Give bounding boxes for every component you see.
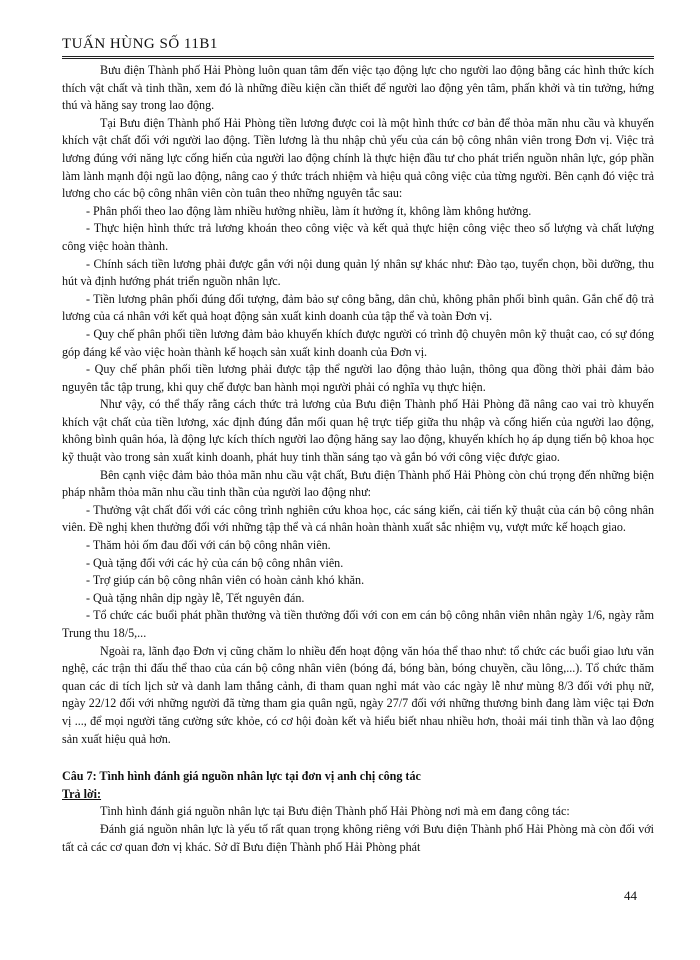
paragraph: Tại Bưu điện Thành phố Hải Phòng tiền lương được coi là một hình thức cơ bản để thỏa mãn nhu cầu và khuyến khích vật chất đối với người lao động. Tiền lương là thu nhập chủ yếu của cán bộ công nhân viên trong Đơn vị. Việc trả lương đúng với năng lực cống hiến của người lao động chính là thực hiện đầu tư cho phát triển nguồn nhân lực, góp phần làm lành mạnh đội ngũ lao động, nâng cao ý thức trách nhiệm và hiệu quả công việc của từng người. Bên cạnh đó việc trả lương cho các bộ công nhân viên còn tuân theo những nguyên tắc sau: (62, 115, 654, 201)
list-item: - Quy chế phân phối tiền lương phải được tập thể người lao động thảo luận, thông qua đồng thời phải đảm bảo nguyên tắc tập trung, khi quy chế được ban hành mọi người phải có nghĩa vụ thực hiện. (62, 362, 654, 394)
document-body (62, 62, 654, 856)
list-item: - Quà tặng đối với các hỷ của cán bộ công nhân viên. (86, 555, 344, 570)
paragraph: Tình hình đánh giá nguồn nhân lực tại Bưu điện Thành phố Hải Phòng nơi mà em đang công tác: (100, 804, 570, 819)
paragraph: Đánh giá nguồn nhân lực là yếu tố rất quan trọng không riêng với Bưu điện Thành phố Hải Phòng mà còn đối với tất cả các cơ quan đơn vị khác. Sở dĩ Bưu điện Thành phố Hải Phòng phát (62, 821, 654, 854)
paragraph: Bưu điện Thành phố Hải Phòng luôn quan tâm đến việc tạo động lực cho người lao động bằng các hình thức kích thích vật chất và tinh thần, xem đó là những điều kiện cần thiết để người lao động yên tâm, phấn khởi và tin tưởng, hứng thú và hăng say trong lao động. (62, 63, 654, 113)
answer-label: Trả lời: (62, 786, 102, 801)
page-header: TUẤN HÙNG SỐ 11B1 (62, 36, 654, 59)
list-item: - Thực hiện hình thức trả lương khoán theo công việc và kết quả thực hiện công việc theo số lượng và chất lượng công việc hoàn thành. (62, 221, 654, 253)
list-item: - Tổ chức các buổi phát phần thưởng và tiền thưởng đối với con em cán bộ công nhân viên nhân ngày 1/6, ngày rằm Trung thu 18/5,... (62, 608, 654, 640)
paragraph: Như vậy, có thể thấy rằng cách thức trả lương của Bưu điện Thành phố Hải Phòng đã nâng cao vai trò khuyến khích vật chất của tiền lương, xác định đúng đắn mối quan hệ trực tiếp giữa thu nhập và cống hiến của người lao động, không bình quân hóa, là động lực kích thích người lao động hăng say lao động, khuyến khích họ áp dụng tiến bộ khoa học kỹ thuật vào trong sản xuất kinh doanh, phát huy tinh thần sáng tạo và gắn bó với công việc được giao. (62, 397, 654, 465)
paragraph: Ngoài ra, lãnh đạo Đơn vị cũng chăm lo nhiều đến hoạt động văn hóa thể thao như: tổ chức các buổi giao lưu văn nghệ, các trận thi đấu thể thao của cán bộ công nhân viên (bóng đá, bóng bàn, bóng chuyền, cầu lông,...). Tổ chức thăm quan các di tích lịch sử và danh lam thắng cảnh, đi tham quan nghỉ mát vào các ngày lễ như mùng 8/3 đối với phụ nữ, ngày 22/12 đối với những người đã từng tham gia quân ngũ, ngày 27/7 đối với những thương binh đang làm việc tại Đơn vị ..., để mọi người tăng cường sức khỏe, có cơ hội đoàn kết và hiểu biết nhau nhiều hơn, thoải mái tinh thần và lao động sản xuất hiệu quả hơn. (62, 643, 654, 746)
list-item: - Phân phối theo lao động làm nhiều hưởng nhiều, làm ít hưởng ít, không làm không hưởng. (86, 203, 532, 218)
list-item: - Trợ giúp cán bộ công nhân viên có hoàn cảnh khó khăn. (86, 573, 365, 588)
list-item: - Chính sách tiền lương phải được gắn với nội dung quản lý nhân sự khác như: Đào tạo, tuyển chọn, bồi dưỡng, thu hút và định hướng phát triển nguồn nhân lực. (62, 256, 654, 289)
list-item: - Thưởng vật chất đối với các công trình nghiên cứu khoa học, các sáng kiến, cải tiến kỹ thuật của cán bộ công nhân viên. Đề nghị khen thưởng đối với những tập thể và cá nhân hoàn thành xuất sắc nhiệm vụ, vượt mức kế hoạch giao. (62, 502, 654, 535)
list-item: - Quy chế phân phối tiền lương đảm bảo khuyến khích được người có trình độ chuyên môn kỹ thuật cao, có sự đóng góp đáng kể vào việc hoàn thành kế hoạch sản xuất kinh doanh của Đơn vị. (62, 326, 654, 359)
page-number: 44 (624, 888, 637, 903)
list-item: - Quà tặng nhân dịp ngày lễ, Tết nguyên đán. (86, 590, 305, 605)
paragraph: Bên cạnh việc đảm bảo thỏa mãn nhu cầu vật chất, Bưu điện Thành phố Hải Phòng còn chú trọng đến những biện pháp nhằm thỏa mãn nhu cầu tinh thần của người lao động như: (62, 467, 654, 500)
question-heading: Câu 7: Tình hình đánh giá nguồn nhân lực tại đơn vị anh chị công tác (62, 769, 421, 784)
list-item: - Thăm hỏi ốm đau đối với cán bộ công nhân viên. (86, 538, 331, 553)
list-item: - Tiền lương phân phối đúng đối tượng, đảm bảo sự công bằng, dân chủ, không phân phối bình quân. Gắn chế độ trả lương của cá nhân với kết quả hoạt động sản xuất kinh doanh của tập thể và toàn Đơn vị. (62, 291, 654, 324)
